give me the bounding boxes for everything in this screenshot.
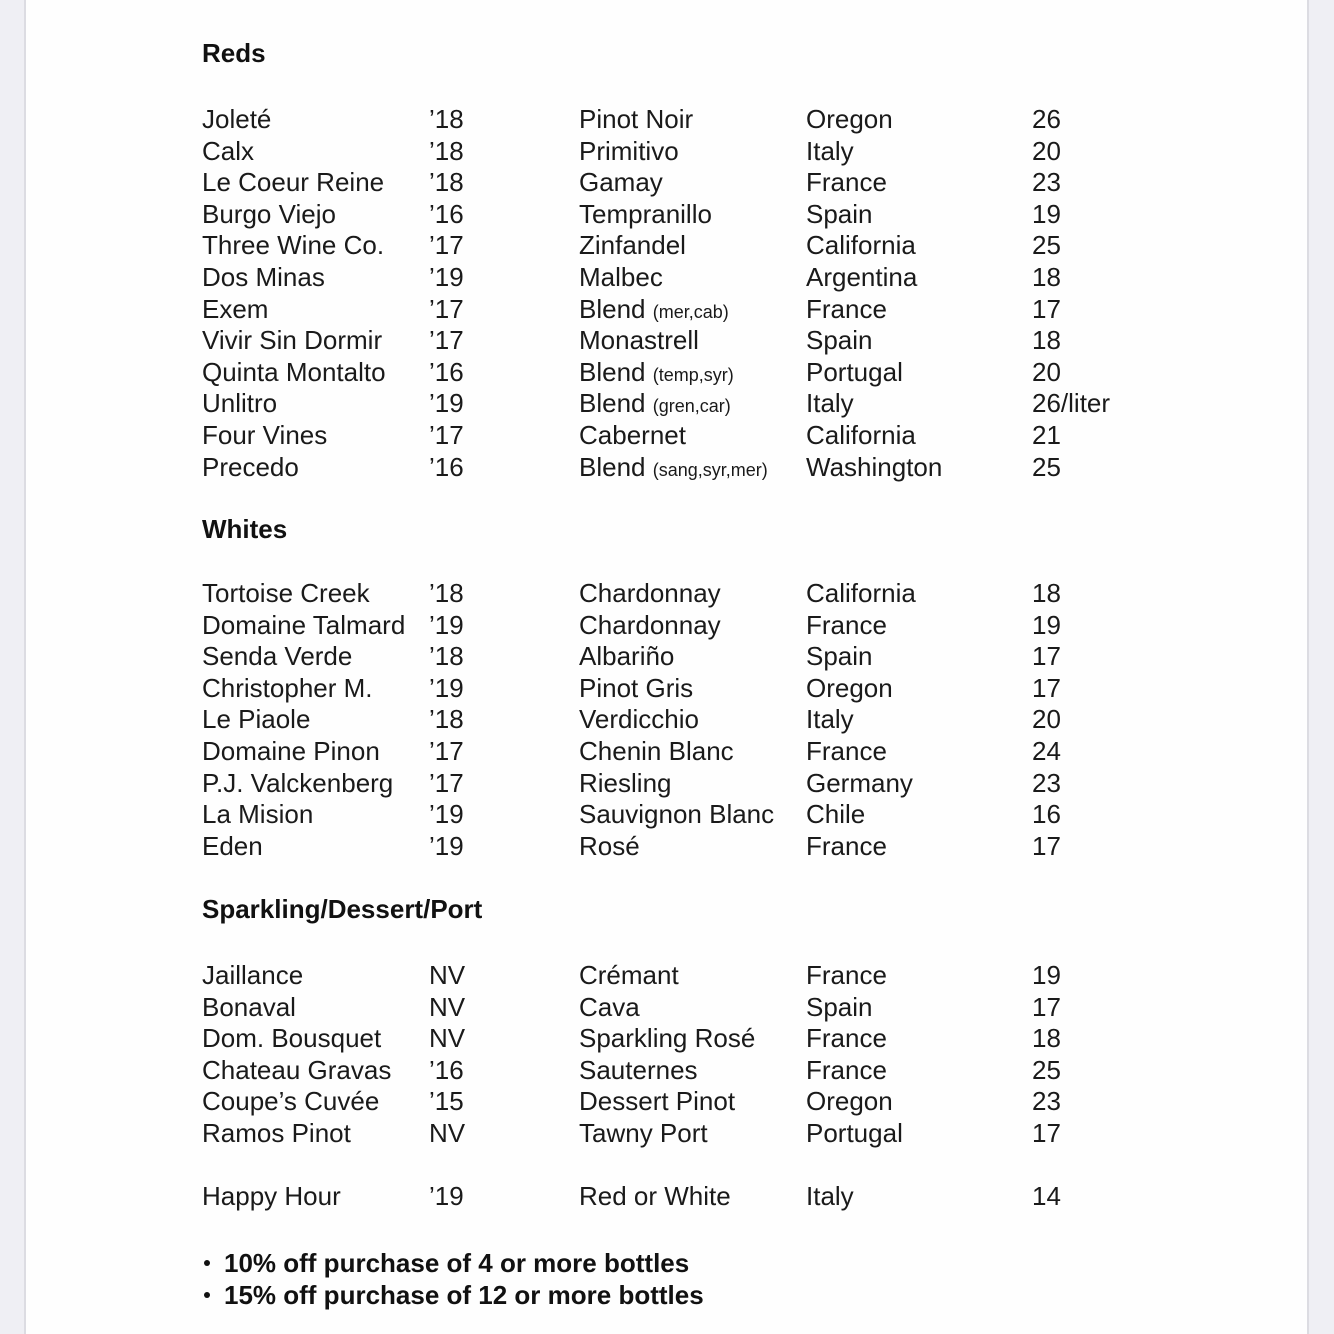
wine-varietal	[579, 1023, 755, 1054]
wine-name-text: Le Coeur Reine	[202, 167, 385, 198]
wine-price-text: 17	[1032, 641, 1061, 672]
wine-name	[202, 357, 386, 388]
wine-region-text: Germany	[806, 767, 913, 798]
wine-varietal	[579, 1181, 731, 1212]
wine-region-text: France	[806, 609, 887, 640]
wine-vintage-text: ’18	[429, 104, 464, 134]
wine-vintage-text: ’19	[429, 799, 464, 830]
wine-region	[806, 357, 903, 388]
wine-region	[806, 452, 942, 483]
wine-price	[1032, 294, 1061, 325]
wine-name	[202, 1023, 381, 1054]
wine-region	[806, 230, 916, 261]
wine-name-text: Coupe’s Cuvée	[202, 1086, 380, 1117]
wine-price-text: 18	[1032, 262, 1061, 292]
wine-price	[1032, 388, 1110, 419]
wine-vintage	[429, 799, 464, 830]
wine-region	[806, 325, 873, 356]
wine-varietal	[579, 673, 693, 704]
wine-region-text: California	[806, 420, 916, 450]
wine-vintage	[429, 104, 464, 135]
wine-price-text: 19	[1032, 198, 1061, 229]
wine-vintage-text: ’18	[429, 641, 464, 672]
wine-vintage	[429, 1118, 465, 1149]
wine-name	[202, 325, 382, 356]
wine-region	[806, 1181, 854, 1212]
section-title: Whites	[202, 514, 288, 544]
wine-vintage	[429, 357, 464, 388]
wine-name-text: Domaine Talmard	[202, 609, 406, 640]
wine-varietal	[579, 230, 686, 261]
wine-varietal-text: Riesling	[579, 767, 672, 798]
wine-name-text: Ramos Pinot	[202, 1118, 351, 1148]
wine-vintage	[429, 325, 464, 356]
wine-price-text: 23	[1032, 1086, 1061, 1117]
wine-vintage-text: NV	[429, 1118, 466, 1148]
wine-name-text: Eden	[202, 830, 263, 861]
wine-vintage	[429, 736, 464, 767]
wine-region-text: Oregon	[806, 104, 893, 134]
wine-region	[806, 704, 854, 735]
wine-name	[202, 294, 268, 325]
wine-region	[806, 736, 887, 767]
wine-price	[1032, 578, 1061, 609]
wine-name	[202, 420, 327, 451]
wine-vintage-text: ’19	[429, 388, 464, 419]
wine-vintage-text: ’17	[429, 767, 464, 798]
wine-price-text: 16	[1032, 799, 1061, 830]
blend-grapes-note: (mer,cab)	[652, 301, 729, 322]
wine-varietal-text: Blend	[579, 356, 646, 387]
wine-vintage-text: NV	[429, 960, 466, 990]
wine-region-text: France	[806, 1054, 887, 1085]
wine-region	[806, 768, 913, 799]
discount-text: 15% off purchase of 12 or more bottles	[224, 1280, 704, 1310]
wine-region-text: Spain	[806, 325, 873, 356]
wine-vintage-text: NV	[429, 1023, 466, 1054]
wine-varietal	[579, 578, 721, 609]
wine-name-text: Calx	[202, 135, 255, 166]
wine-name-text: Tortoise Creek	[202, 578, 370, 608]
wine-name-text: Jaillance	[202, 960, 304, 990]
wine-region	[806, 388, 854, 419]
wine-price-text: 17	[1032, 1118, 1061, 1148]
wine-vintage	[429, 992, 465, 1023]
wine-name	[202, 831, 263, 862]
wine-price-text: 18	[1032, 1023, 1061, 1054]
wine-varietal	[579, 199, 712, 230]
wine-vintage-text: ’19	[429, 1181, 464, 1211]
bullet-icon	[204, 1292, 210, 1298]
wine-varietal	[579, 452, 768, 483]
wine-name	[202, 578, 370, 609]
wine-vintage-text: ’18	[429, 704, 464, 735]
wine-vintage-text: ’17	[429, 420, 464, 450]
wine-vintage	[429, 199, 464, 230]
wine-name	[202, 1181, 341, 1212]
wine-name	[202, 992, 296, 1023]
wine-region	[806, 199, 873, 230]
wine-price	[1032, 768, 1061, 799]
wine-vintage	[429, 1181, 464, 1212]
wine-name-text: Le Piaole	[202, 704, 311, 735]
wine-region-text: Italy	[806, 388, 854, 419]
wine-region	[806, 1118, 903, 1149]
wine-vintage	[429, 388, 464, 419]
wine-price-text: 17	[1032, 672, 1061, 703]
wine-varietal-text: Blend	[579, 293, 646, 324]
wine-varietal	[579, 136, 679, 167]
discount-item	[202, 1248, 704, 1280]
wine-name-text: Exem	[202, 293, 269, 324]
wine-price	[1032, 960, 1061, 991]
wine-region-text: France	[806, 736, 887, 766]
wine-price	[1032, 1023, 1061, 1054]
wine-price	[1032, 357, 1061, 388]
wine-varietal-text: Dessert Pinot	[579, 1086, 736, 1117]
wine-region	[806, 641, 873, 672]
wine-vintage-text: NV	[429, 991, 466, 1022]
wine-vintage	[429, 230, 464, 261]
wine-price	[1032, 831, 1061, 862]
wine-vintage-text: ’18	[429, 578, 464, 608]
wine-name-text: Bonaval	[202, 991, 296, 1022]
wine-name-text: Christopher M.	[202, 672, 373, 703]
wine-name-text: Domaine Pinon	[202, 736, 380, 766]
wine-varietal-text: Sauternes	[579, 1054, 698, 1085]
discount-item	[202, 1280, 704, 1312]
wine-varietal	[579, 960, 679, 991]
wine-vintage	[429, 831, 464, 862]
wine-region-text: Argentina	[806, 262, 918, 292]
wine-price-text: 14	[1032, 1181, 1061, 1211]
wine-name-text: Vivir Sin Dormir	[202, 325, 383, 356]
wine-varietal-text: Primitivo	[579, 135, 679, 166]
wine-name-text: Dos Minas	[202, 262, 325, 292]
wine-varietal-text: Chardonnay	[579, 609, 721, 640]
wine-vintage	[429, 641, 464, 672]
blend-grapes-note: (gren,car)	[652, 396, 731, 417]
wine-name	[202, 1086, 379, 1117]
wine-name	[202, 736, 380, 767]
wine-price	[1032, 1086, 1061, 1117]
wine-name-text: Chateau Gravas	[202, 1054, 392, 1085]
wine-price-text: 18	[1032, 325, 1061, 356]
wine-varietal	[579, 167, 663, 198]
wine-vintage-text: ’16	[429, 451, 464, 482]
discount-list	[202, 1248, 704, 1312]
wine-name	[202, 704, 310, 735]
wine-name	[202, 262, 325, 293]
wine-region-text: France	[806, 1023, 887, 1054]
wine-varietal-text: Gamay	[579, 167, 663, 198]
wine-vintage	[429, 262, 464, 293]
wine-name-text: P.J. Valckenberg	[202, 767, 394, 798]
wine-region	[806, 610, 887, 641]
wine-region-text: Spain	[806, 641, 873, 672]
wine-region	[806, 992, 873, 1023]
wine-vintage-text: ’15	[429, 1086, 464, 1117]
wine-price-text: 26	[1032, 104, 1061, 134]
wine-vintage	[429, 136, 464, 167]
wine-varietal	[579, 420, 686, 451]
wine-price	[1032, 641, 1061, 672]
wine-name	[202, 104, 271, 135]
wine-vintage-text: ’19	[429, 262, 464, 292]
wine-varietal	[579, 1118, 708, 1149]
wine-vintage-text: ’17	[429, 293, 464, 324]
wine-price-text: 19	[1032, 960, 1061, 990]
wine-vintage-text: ’18	[429, 167, 464, 198]
wine-region-text: California	[806, 578, 916, 608]
wine-price-text: 23	[1032, 767, 1061, 798]
wine-varietal	[579, 262, 663, 293]
wine-vintage	[429, 420, 464, 451]
wine-varietal-text: Chenin Blanc	[579, 736, 734, 766]
wine-vintage-text: ’18	[429, 135, 464, 166]
wine-price-text: 21	[1032, 420, 1061, 450]
wine-region-text: Washington	[806, 451, 943, 482]
wine-region	[806, 104, 893, 135]
wine-region-text: Portugal	[806, 356, 903, 387]
wine-varietal	[579, 736, 734, 767]
wine-name	[202, 230, 384, 261]
wine-region-text: France	[806, 830, 887, 861]
wine-price	[1032, 167, 1061, 198]
wine-price	[1032, 136, 1061, 167]
wine-varietal	[579, 768, 672, 799]
wine-price	[1032, 799, 1061, 830]
wine-name	[202, 960, 303, 991]
wine-price	[1032, 704, 1061, 735]
wine-price-text: 25	[1032, 230, 1061, 261]
wine-region-text: France	[806, 960, 887, 990]
wine-region	[806, 831, 887, 862]
wine-price-text: 18	[1032, 578, 1061, 608]
wine-region-text: France	[806, 167, 887, 198]
wine-region-text: France	[806, 293, 887, 324]
wine-region	[806, 262, 917, 293]
wine-varietal	[579, 610, 721, 641]
wine-name	[202, 452, 299, 483]
wine-varietal-text: Blend	[579, 388, 646, 419]
wine-region	[806, 136, 854, 167]
wine-region	[806, 960, 887, 991]
wine-name	[202, 799, 313, 830]
wine-varietal-text: Red or White	[579, 1181, 731, 1211]
wine-price	[1032, 673, 1061, 704]
wine-price	[1032, 104, 1061, 135]
wine-region	[806, 673, 893, 704]
wine-name-text: Joleté	[202, 104, 272, 134]
blend-grapes-note: (sang,syr,mer)	[652, 459, 768, 480]
wine-price	[1032, 325, 1061, 356]
wine-price	[1032, 736, 1061, 767]
wine-region	[806, 1055, 887, 1086]
wine-varietal-text: Tempranillo	[579, 198, 712, 229]
wine-price-text: 25	[1032, 451, 1061, 482]
wine-vintage	[429, 452, 464, 483]
wine-vintage	[429, 704, 464, 735]
wine-vintage-text: ’17	[429, 230, 464, 261]
wine-price	[1032, 452, 1061, 483]
wine-region-text: Italy	[806, 704, 854, 735]
wine-vintage	[429, 673, 464, 704]
wine-region-text: California	[806, 230, 916, 261]
wine-name-text: Senda Verde	[202, 641, 353, 672]
wine-vintage-text: ’16	[429, 1054, 464, 1085]
wine-name	[202, 167, 384, 198]
wine-vintage-text: ’19	[429, 830, 464, 861]
wine-vintage-text: ’19	[429, 609, 464, 640]
document-page	[24, 0, 1309, 1334]
wine-region	[806, 799, 865, 830]
wine-varietal	[579, 325, 699, 356]
wine-varietal-text: Blend	[579, 451, 646, 482]
wine-varietal	[579, 357, 734, 388]
wine-price	[1032, 610, 1061, 641]
wine-varietal	[579, 799, 774, 830]
wine-price-text: 26/liter	[1032, 388, 1111, 419]
wine-vintage	[429, 578, 464, 609]
wine-price	[1032, 992, 1061, 1023]
discount-text: 10% off purchase of 4 or more bottles	[224, 1248, 690, 1278]
wine-region-text: Oregon	[806, 672, 893, 703]
wine-varietal	[579, 1086, 735, 1117]
wine-vintage	[429, 1023, 465, 1054]
wine-price	[1032, 1055, 1061, 1086]
wine-region-text: Portugal	[806, 1118, 903, 1148]
wine-varietal	[579, 641, 674, 672]
wine-varietal-text: Chardonnay	[579, 578, 721, 608]
wine-name	[202, 1055, 391, 1086]
bullet-icon	[204, 1260, 210, 1266]
wine-varietal-text: Sauvignon Blanc	[579, 799, 775, 830]
wine-price	[1032, 262, 1061, 293]
wine-vintage-text: ’17	[429, 736, 464, 766]
wine-price	[1032, 1118, 1061, 1149]
wine-varietal	[579, 1055, 698, 1086]
wine-varietal	[579, 294, 729, 325]
wine-price	[1032, 420, 1061, 451]
wine-varietal-text: Cava	[579, 991, 640, 1022]
wine-region-text: Italy	[806, 135, 854, 166]
wine-name	[202, 641, 352, 672]
wine-region-text: Oregon	[806, 1086, 893, 1117]
wine-price	[1032, 199, 1061, 230]
wine-varietal	[579, 831, 640, 862]
wine-name-text: Four Vines	[202, 420, 328, 450]
wine-region-text: Chile	[806, 799, 866, 830]
wine-name-text: Quinta Montalto	[202, 356, 386, 387]
blend-grapes-note: (temp,syr)	[652, 364, 734, 385]
wine-name	[202, 136, 254, 167]
wine-price-text: 25	[1032, 1054, 1061, 1085]
wine-price-text: 20	[1032, 704, 1061, 735]
wine-name-text: Precedo	[202, 451, 299, 482]
wine-price-text: 24	[1032, 736, 1061, 766]
wine-region	[806, 1023, 887, 1054]
wine-vintage-text: ’17	[429, 325, 464, 356]
wine-price-text: 19	[1032, 609, 1061, 640]
wine-region	[806, 167, 887, 198]
wine-price-text: 17	[1032, 830, 1061, 861]
wine-varietal-text: Zinfandel	[579, 230, 686, 261]
wine-region	[806, 294, 887, 325]
wine-varietal-text: Sparkling Rosé	[579, 1023, 756, 1054]
wine-name	[202, 673, 373, 704]
wine-region-text: Italy	[806, 1181, 854, 1211]
wine-region-text: Spain	[806, 198, 873, 229]
wine-name	[202, 199, 336, 230]
wine-price-text: 17	[1032, 293, 1061, 324]
wine-vintage-text: ’19	[429, 672, 464, 703]
wine-varietal	[579, 388, 731, 419]
wine-name-text: Burgo Viejo	[202, 198, 336, 229]
wine-name-text: Dom. Bousquet	[202, 1023, 382, 1054]
wine-name-text: La Mision	[202, 799, 314, 830]
wine-price-text: 17	[1032, 991, 1061, 1022]
wine-price-text: 20	[1032, 135, 1061, 166]
wine-vintage	[429, 1086, 464, 1117]
wine-varietal-text: Malbec	[579, 262, 663, 292]
wine-varietal	[579, 992, 640, 1023]
wine-vintage	[429, 960, 465, 991]
wine-vintage-text: ’16	[429, 356, 464, 387]
wine-price	[1032, 230, 1061, 261]
wine-price-text: 20	[1032, 356, 1061, 387]
wine-region	[806, 1086, 893, 1117]
wine-vintage-text: ’16	[429, 198, 464, 229]
wine-name	[202, 388, 277, 419]
section-title: Sparkling/Dessert/Port	[202, 894, 483, 924]
wine-vintage	[429, 167, 464, 198]
wine-vintage	[429, 610, 464, 641]
wine-varietal	[579, 704, 699, 735]
wine-varietal-text: Pinot Noir	[579, 104, 694, 134]
wine-vintage	[429, 1055, 464, 1086]
wine-name-text: Happy Hour	[202, 1181, 341, 1211]
wine-vintage	[429, 294, 464, 325]
wine-price-text: 23	[1032, 167, 1061, 198]
wine-varietal-text: Cabernet	[579, 420, 686, 450]
wine-name-text: Unlitro	[202, 388, 278, 419]
wine-name	[202, 1118, 351, 1149]
wine-varietal-text: Pinot Gris	[579, 672, 694, 703]
wine-varietal-text: Monastrell	[579, 325, 699, 356]
wine-name	[202, 610, 405, 641]
wine-varietal	[579, 104, 693, 135]
wine-region	[806, 578, 916, 609]
wine-varietal-text: Verdicchio	[579, 704, 699, 735]
wine-region	[806, 420, 916, 451]
wine-varietal-text: Rosé	[579, 830, 640, 861]
wine-name-text: Three Wine Co.	[202, 230, 385, 261]
wine-region-text: Spain	[806, 991, 873, 1022]
wine-name	[202, 768, 393, 799]
wine-varietal-text: Crémant	[579, 960, 679, 990]
wine-varietal-text: Albariño	[579, 641, 675, 672]
wine-varietal-text: Tawny Port	[579, 1118, 708, 1148]
wine-vintage	[429, 768, 464, 799]
section-title: Reds	[202, 38, 266, 68]
wine-price	[1032, 1181, 1061, 1212]
